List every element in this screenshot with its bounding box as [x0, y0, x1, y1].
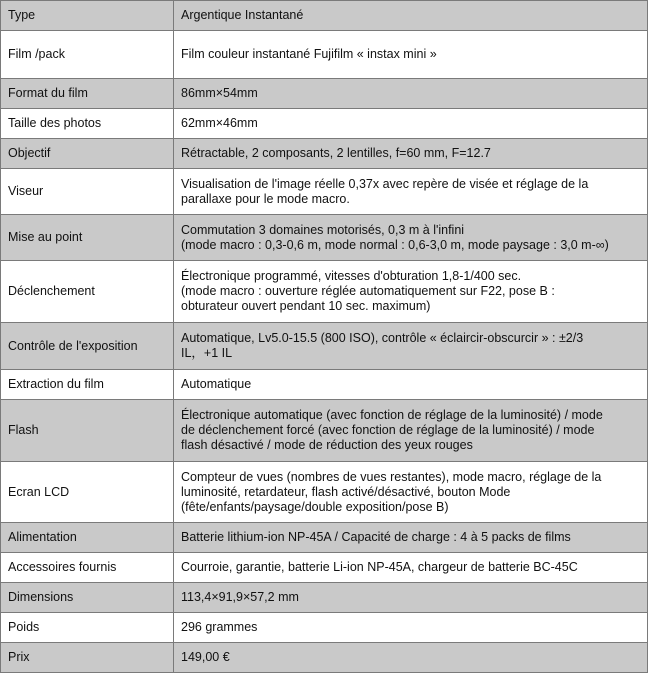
spec-value-line: Visualisation de l'image réelle 0,37x avec repère de visée et réglage de la: [181, 176, 589, 191]
spec-value: [174, 523, 648, 553]
spec-value-line: IL，+1 IL: [181, 346, 233, 360]
spec-row: [1, 613, 648, 643]
spec-label: Contrôle de l'exposition: [1, 323, 174, 370]
spec-label: Poids: [1, 613, 174, 643]
spec-row: [1, 169, 648, 215]
spec-value-line: Batterie lithium-ion NP-45A / Capacité de charge : 4 à 5 packs de films: [181, 530, 571, 544]
spec-value: [174, 79, 648, 109]
spec-value-line: obturateur ouvert pendant 10 sec. maximum): [181, 299, 431, 313]
spec-value-line: 62mm×46mm: [181, 116, 258, 130]
spec-value: [174, 323, 648, 370]
spec-row: [1, 643, 648, 673]
spec-label: Flash: [1, 400, 174, 462]
spec-value: [174, 643, 648, 673]
spec-value: [174, 1, 648, 31]
spec-value: [174, 400, 648, 462]
spec-value: [174, 613, 648, 643]
spec-row: [1, 139, 648, 169]
spec-value: [174, 169, 648, 215]
spec-value-line: Électronique automatique (avec fonction de réglage de la luminosité) / mode: [181, 408, 603, 422]
spec-value-line: 296 grammes: [181, 620, 258, 634]
spec-value: [174, 261, 648, 323]
spec-row: [1, 583, 648, 613]
spec-label: Ecran LCD: [1, 462, 174, 523]
spec-label: Film /pack: [1, 31, 174, 79]
spec-value-line: Électronique programmé, vitesses d'obturation 1,8-1/400 sec.: [181, 269, 522, 283]
spec-label: Viseur: [1, 169, 174, 215]
spec-value-line: Rétractable, 2 composants, 2 lentilles, f=60 mm, F=12.7: [181, 146, 491, 160]
spec-value-line: luminosité, retardateur, flash activé/désactivé, bouton Mode: [181, 484, 511, 499]
spec-value-line: Automatique, Lv5.0-15.5 (800 ISO), contrôle « éclaircir-obscurcir » : ±2/3: [181, 331, 584, 345]
spec-label: Taille des photos: [1, 109, 174, 139]
spec-value-line: Argentique Instantané: [181, 8, 304, 22]
spec-value: [174, 553, 648, 583]
spec-row: [1, 31, 648, 79]
spec-row: [1, 1, 648, 31]
spec-value-line: 86mm×54mm: [181, 86, 258, 100]
spec-value-line: Courroie, garantie, batterie Li-ion NP-45A, chargeur de batterie BC-45C: [181, 560, 578, 574]
spec-label: Extraction du film: [1, 370, 174, 400]
spec-value-line: (mode macro : ouverture réglée automatiquement sur F22, pose B :: [181, 284, 555, 298]
spec-row: [1, 370, 648, 400]
spec-value: [174, 583, 648, 613]
spec-value-line: 149,00 €: [181, 650, 230, 664]
spec-value-line: Commutation 3 domaines motorisés, 0,3 m à l'infini: [181, 222, 465, 237]
spec-label: Type: [1, 1, 174, 31]
spec-value-line: (fête/enfants/paysage/double exposition/pose B): [181, 499, 449, 514]
spec-label: Dimensions: [1, 583, 174, 613]
spec-row: [1, 553, 648, 583]
spec-value-line: Compteur de vues (nombres de vues restantes), mode macro, réglage de la: [181, 469, 602, 484]
spec-row: [1, 109, 648, 139]
spec-label: Mise au point: [1, 215, 174, 261]
spec-value-line: de déclenchement forcé (avec fonction de réglage de la luminosité) / mode: [181, 423, 595, 437]
spec-value-line: parallaxe pour le mode macro.: [181, 191, 350, 206]
spec-row: [1, 79, 648, 109]
spec-value-line: 113,4×91,9×57,2 mm: [181, 590, 299, 604]
spec-row: [1, 323, 648, 370]
spec-value: [174, 31, 648, 79]
spec-label: Accessoires fournis: [1, 553, 174, 583]
spec-value-line: (mode macro : 0,3-0,6 m, mode normal : 0,6-3,0 m, mode paysage : 3,0 m-∞): [181, 237, 609, 252]
spec-value-line: Film couleur instantané Fujifilm « instax mini »: [181, 47, 437, 61]
spec-value: [174, 462, 648, 523]
spec-label: Alimentation: [1, 523, 174, 553]
spec-value-line: Automatique: [181, 377, 252, 391]
spec-row: [1, 261, 648, 323]
spec-row: [1, 462, 648, 523]
spec-label: Format du film: [1, 79, 174, 109]
spec-row: [1, 215, 648, 261]
spec-row: [1, 400, 648, 462]
spec-value: [174, 370, 648, 400]
spec-value: [174, 109, 648, 139]
spec-row: [1, 523, 648, 553]
spec-label: Déclenchement: [1, 261, 174, 323]
spec-value: [174, 215, 648, 261]
spec-label: Prix: [1, 643, 174, 673]
spec-table-body: [1, 1, 648, 673]
spec-value-line: flash désactivé / mode de réduction des yeux rouges: [181, 438, 473, 452]
spec-value: [174, 139, 648, 169]
spec-label: Objectif: [1, 139, 174, 169]
